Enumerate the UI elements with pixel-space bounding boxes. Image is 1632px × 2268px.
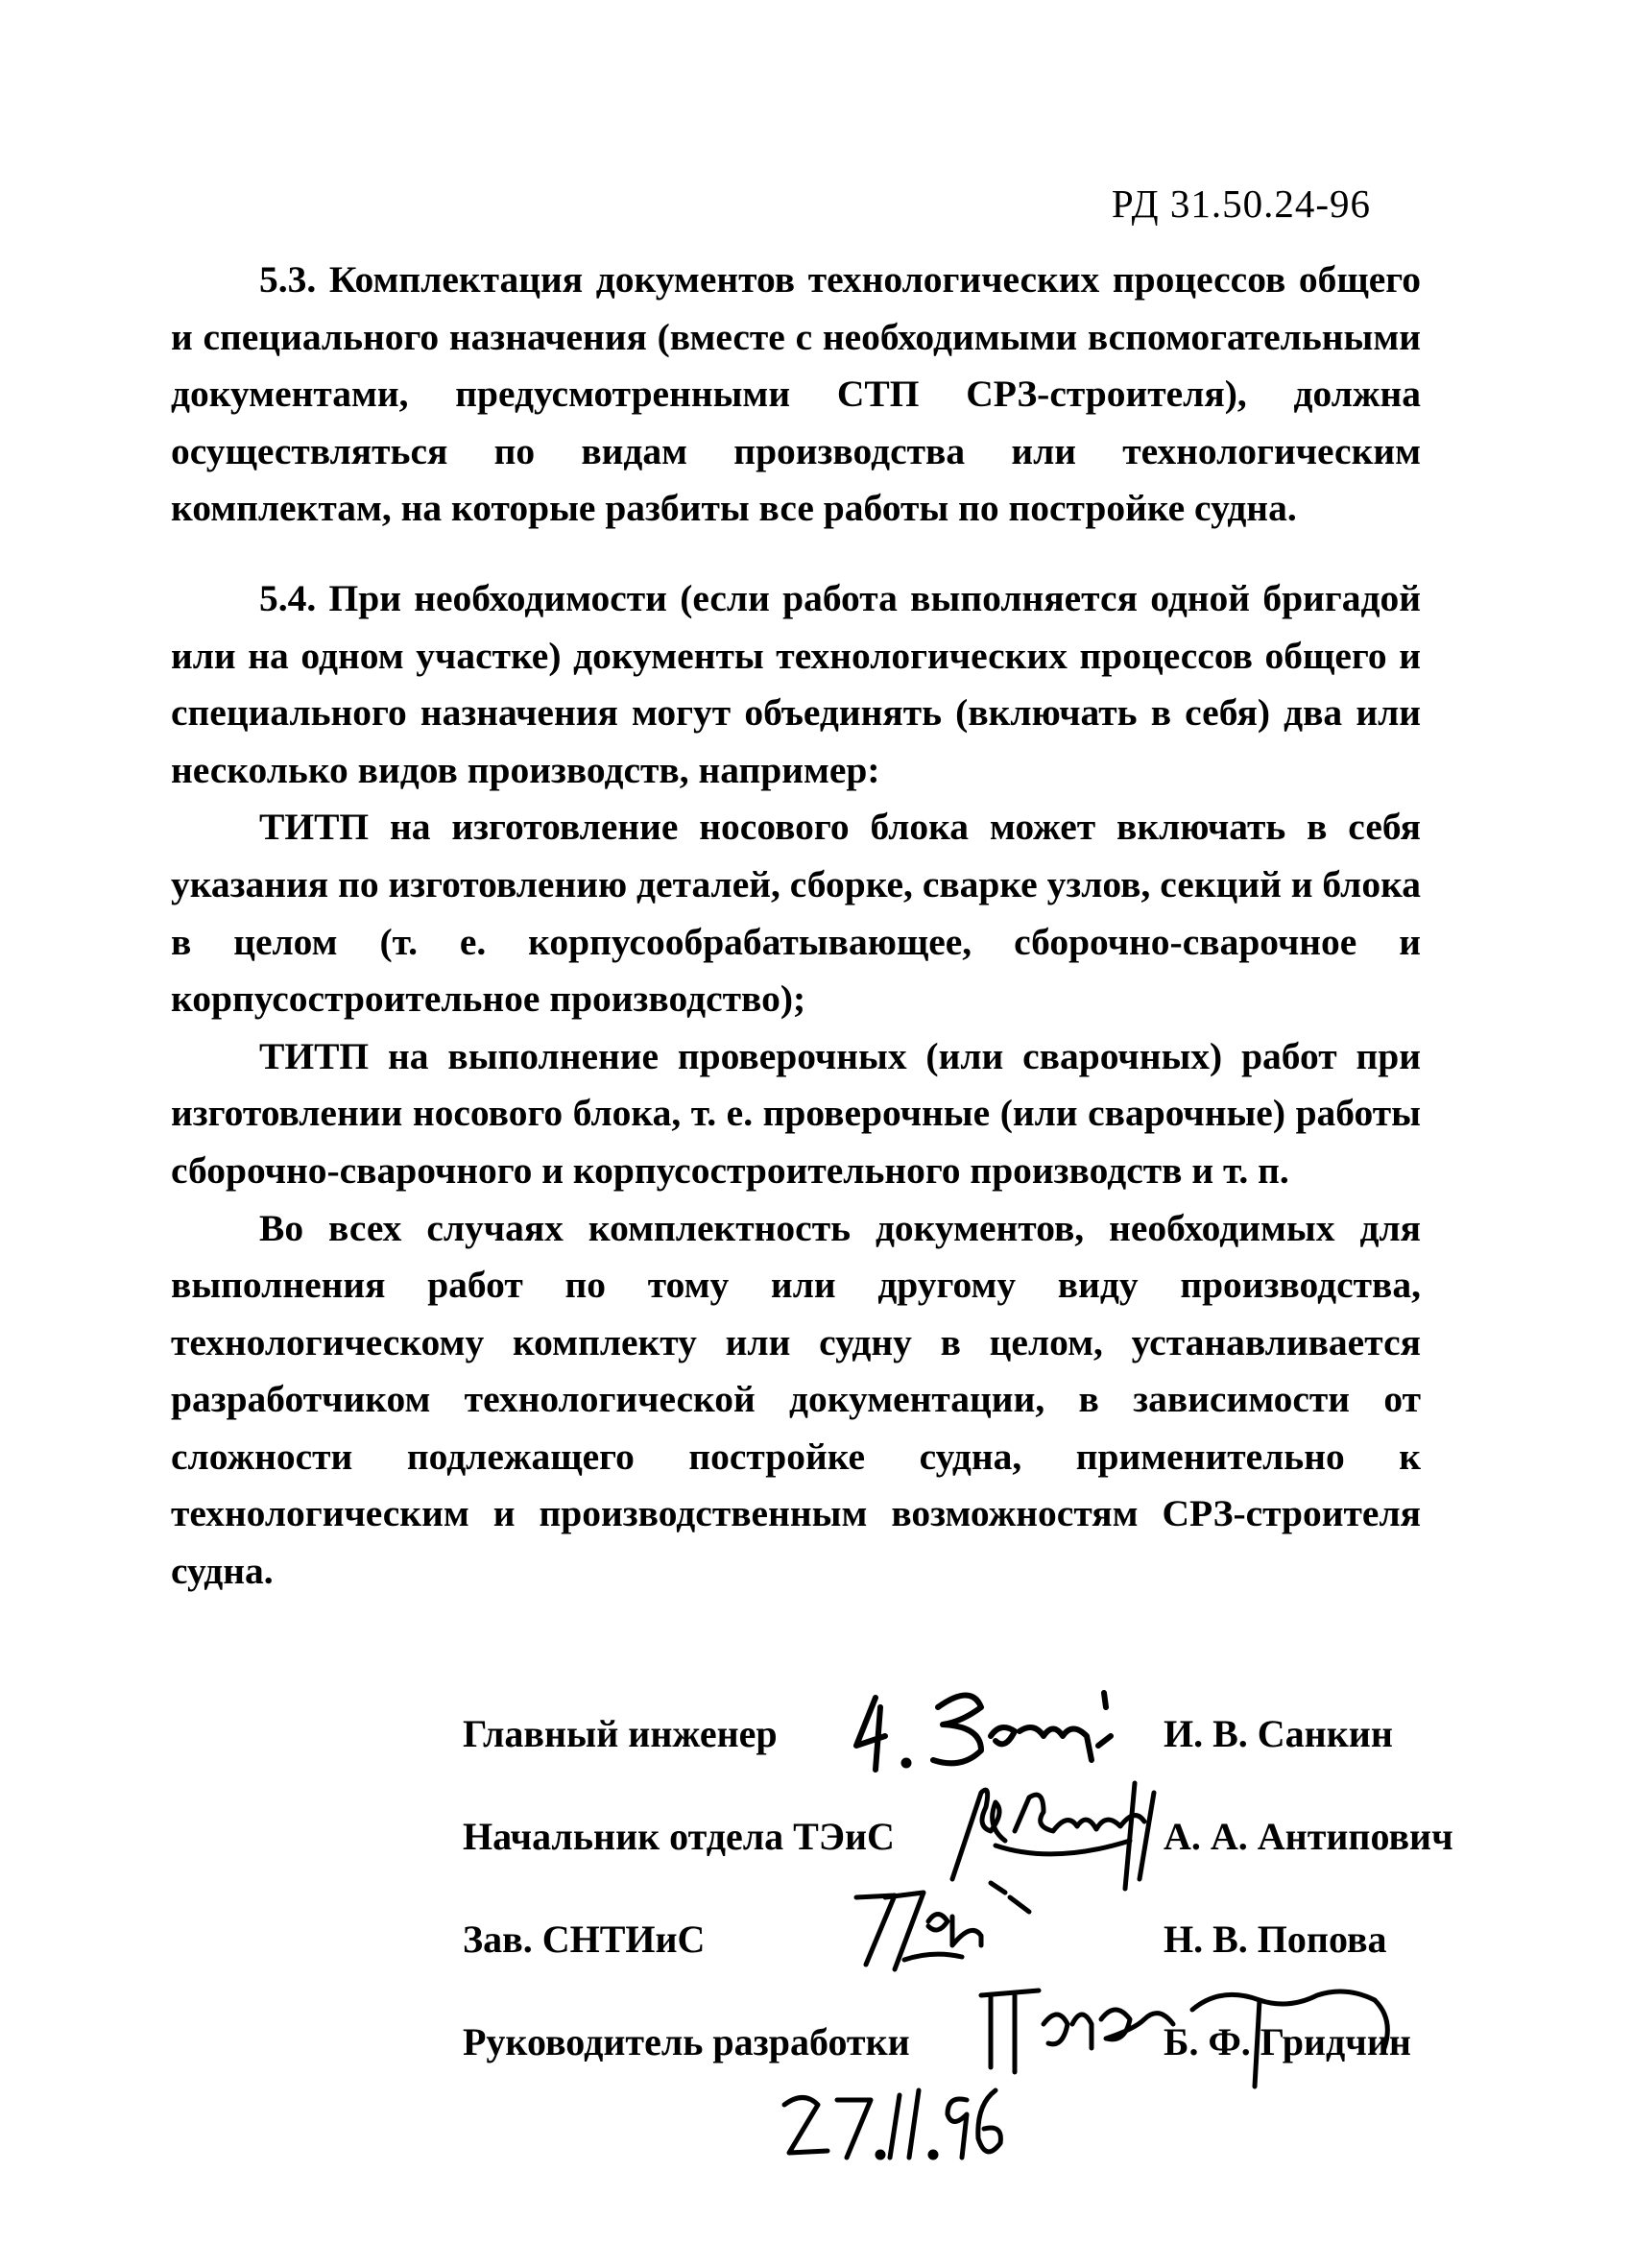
paragraph-5-4: 5.4. При необходимости (если работа выполняется одной бригадой или на одном участке) документы технологических процессов общего и специального назначения могут объединять (включать в себя) два или несколько видов производств, например: (171, 576, 1421, 791)
signatory-title: Руководитель разработки (463, 2020, 910, 2063)
signatory-name: И. В. Санкин (1164, 1712, 1393, 1755)
signatory-title: Главный инженер (463, 1712, 778, 1755)
paragraph-titp-nose-block: ТИТП на изготовление носового блока может включать в себя указания по изготовлению деталей, сборке, сварке узлов, секций и блока в целом (т. е. корпусообрабатывающее, сборочно-сварочное и корпусостроительное производство); (171, 806, 1421, 1021)
handwritten-signature (837, 1869, 1068, 1984)
handwritten-date (775, 2066, 1005, 2172)
signatory-title: Начальник отдела ТЭиС (463, 1815, 895, 1858)
signatory-name: А. А. Антипович (1164, 1815, 1453, 1858)
signatory-title: Зав. СНТИиС (463, 1918, 706, 1961)
paragraph-5-3: 5.3. Комплектация документов технологических процессов общего и специального назначения (вместе с необходимыми вспомогательными документами, предусмотренными СТП СРЗ-строителя), должна осуществляться по видам производства или технологическим комплектам, на которые разбиты все работы по постройке судна. (171, 258, 1421, 530)
document-code: РД 31.50.24-96 (1111, 181, 1371, 226)
document-body (171, 252, 1421, 1601)
paragraph-completeness: Во всех случаях комплектность документов, необходимых для выполнения работ по тому или другому виду производства, технологическому комплекту или судну в целом, устанавливается разработчиком технологической документации, в зависимости от сложности подлежащего постройке судна, применительно к технологическим и производственным возможностям СРЗ-строителя судна. (171, 1206, 1421, 1593)
signatory-name: Б. Ф. Гридчин (1164, 2020, 1411, 2063)
handwritten-signature (847, 1678, 1135, 1774)
signature-block (463, 1692, 1519, 2103)
paragraph-titp-inspection: ТИТП на выполнение проверочных (или сварочных) работ при изготовлении носового блока, т. е. проверочные (или сварочные) работы сборочно-сварочного и корпусостроительного производств и т. п. (171, 1034, 1421, 1192)
signatory-name: Н. В. Попова (1164, 1918, 1387, 1961)
